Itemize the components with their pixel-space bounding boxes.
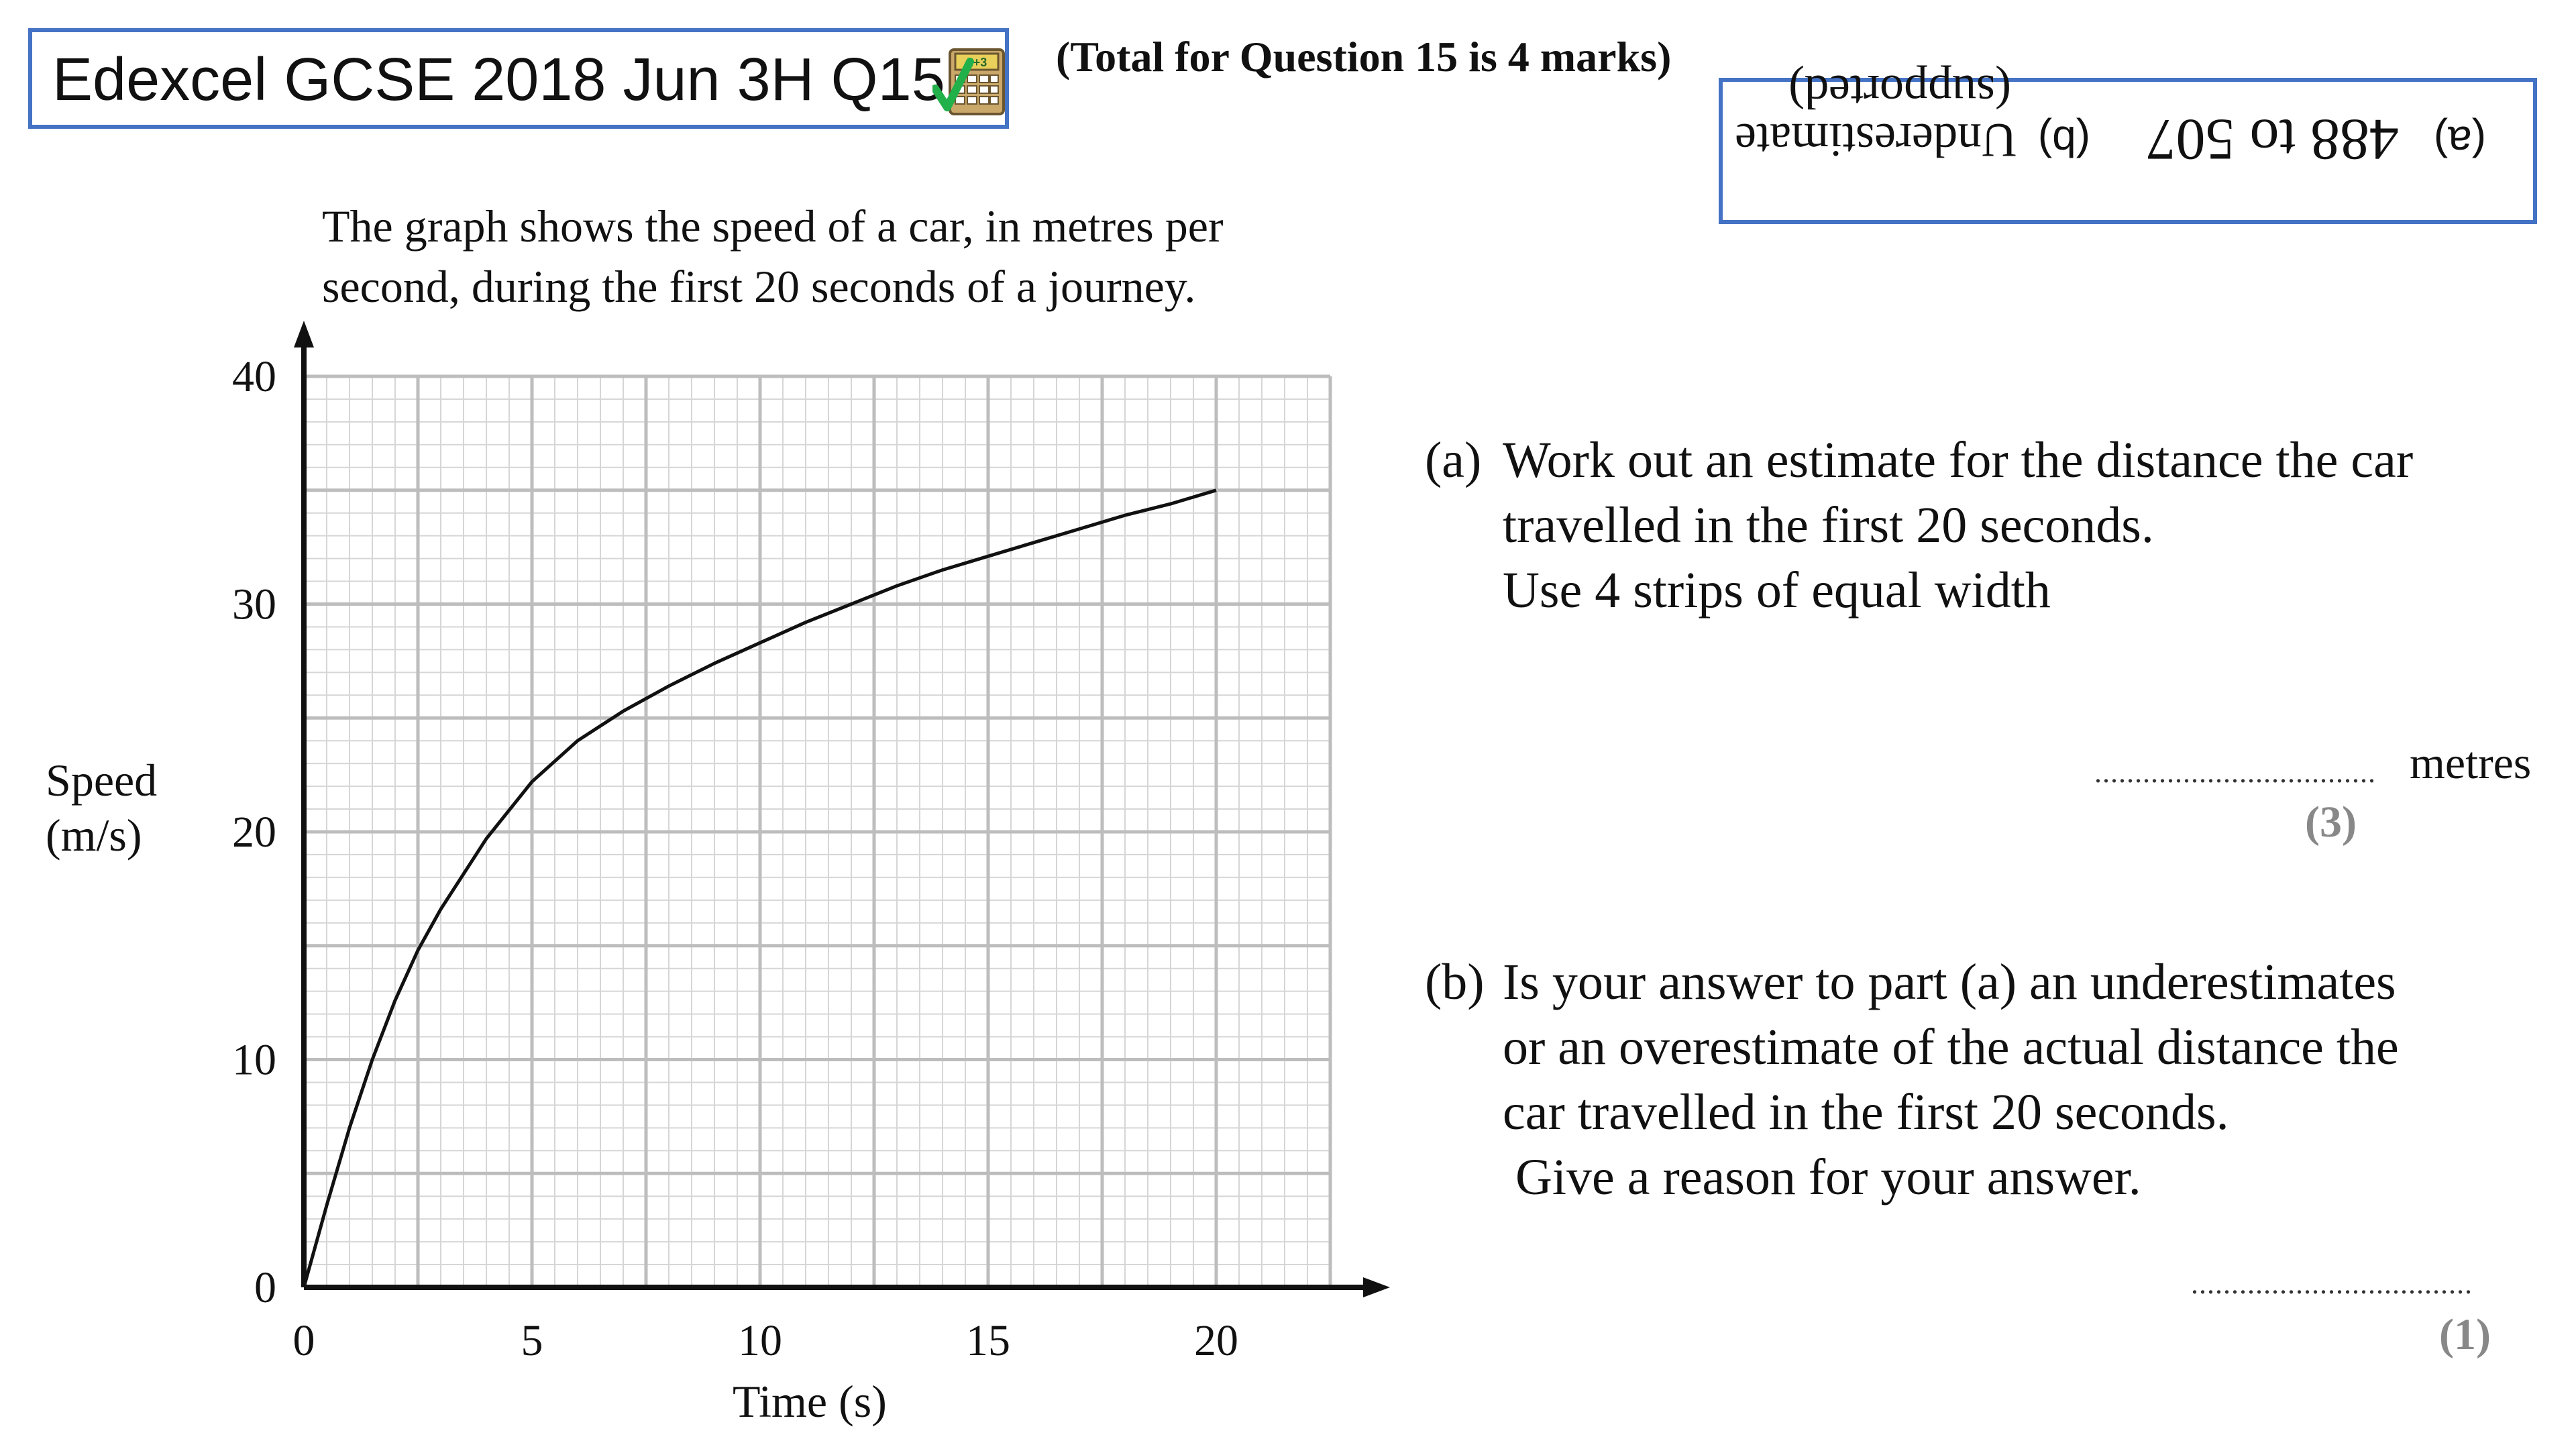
part-b-line-3: car travelled in the first 20 seconds. [1503, 1084, 2229, 1140]
x-tick-label: 0 [292, 1316, 315, 1365]
x-axis-arrow [1363, 1277, 1390, 1297]
x-tick-label: 20 [1194, 1316, 1238, 1365]
x-axis-label: Time (s) [733, 1376, 887, 1427]
y-axis-arrow [294, 321, 314, 347]
y-tick-label: 40 [232, 352, 276, 401]
part-b-label: (b) [1425, 954, 1485, 1010]
y-axis-label-line-1: Speed [46, 755, 158, 806]
part-b-text [1503, 950, 2549, 1210]
intro-line-2: second, during the first 20 seconds of a journey. [322, 261, 1196, 312]
answer-a-value: 488 to 507 [2146, 107, 2399, 172]
part-b-answer-line[interactable]: ................................... [2191, 1267, 2473, 1300]
part-b-line-4: Give a reason for your answer. [1503, 1149, 2141, 1205]
answer-a-label: (a) [2433, 117, 2486, 166]
part-b-marks: (1) [2439, 1310, 2491, 1359]
part-a-line-3: Use 4 strips of equal width [1503, 562, 2051, 619]
part-a-line-1: Work out an estimate for the distance the car [1503, 432, 2414, 488]
part-a-line-2: travelled in the first 20 seconds. [1503, 497, 2154, 553]
part-a-unit: metres [2410, 737, 2532, 788]
x-tick-label: 15 [966, 1316, 1010, 1365]
y-tick-label: 20 [232, 808, 276, 857]
calculator-badge: 2+3 [966, 56, 987, 69]
answer-b-note: (supported) [1788, 65, 2011, 119]
intro-line-1: The graph shows the speed of a car, in metres per [322, 201, 1224, 252]
part-a-label: (a) [1425, 432, 1482, 488]
total-marks: (Total for Question 15 is 4 marks) [1056, 33, 1672, 80]
part-b-line-2: or an overestimate of the actual distance the [1503, 1019, 2399, 1075]
y-tick-label: 0 [254, 1263, 276, 1312]
x-tick-label: 10 [738, 1316, 782, 1365]
part-b-line-1: Is your answer to part (a) an underestimates [1503, 954, 2396, 1010]
part-a-text [1503, 428, 2549, 623]
answer-b-value: Underestimate [1735, 113, 2017, 167]
part-a-answer-line[interactable]: ................................... [2094, 756, 2376, 789]
y-tick-label: 30 [232, 580, 276, 629]
answer-b-label: (b) [2037, 117, 2090, 166]
y-tick-label: 10 [232, 1035, 276, 1085]
question-title: Edexcel GCSE 2018 Jun 3H Q15 [52, 46, 945, 113]
x-tick-label: 5 [521, 1316, 543, 1365]
y-axis-label-line-2: (m/s) [46, 810, 142, 861]
part-a-marks: (3) [2305, 798, 2357, 847]
